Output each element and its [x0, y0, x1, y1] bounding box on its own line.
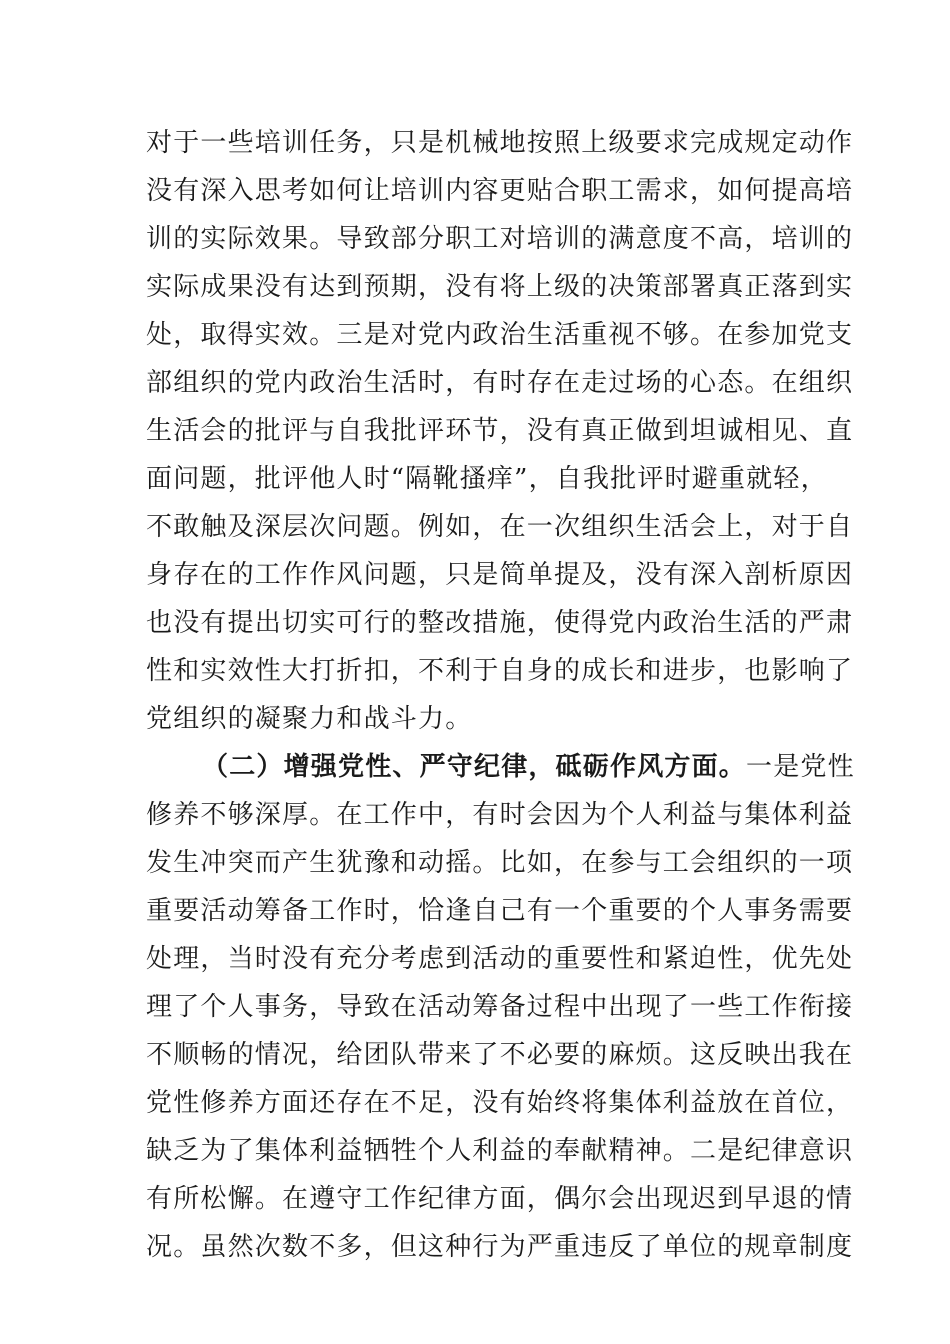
text-line: 面问题，批评他人时“隔靴搔痒”，自我批评时避重就轻， — [146, 464, 828, 494]
text-line: 处，取得实效。三是对党内政治生活重视不够。在参加党支 — [146, 320, 854, 350]
text-line: 生活会的批评与自我批评环节，没有真正做到坦诚相见、直 — [146, 416, 854, 446]
text-line: 党组织的凝聚力和战斗力。 — [146, 704, 473, 734]
text-line: 缺乏为了集体利益牺牲个人利益的奉献精神。二是纪律意识 — [146, 1136, 854, 1166]
text-line: 况。虽然次数不多，但这种行为严重违反了单位的规章制度 — [146, 1232, 854, 1262]
text-line: 不顺畅的情况，给团队带来了不必要的麻烦。这反映出我在 — [146, 1040, 854, 1070]
text-line: 处理，当时没有充分考虑到活动的重要性和紧迫性，优先处 — [146, 944, 854, 974]
text-line: 训的实际效果。导致部分职工对培训的满意度不高，培训的 — [146, 224, 854, 254]
section-heading-line — [146, 743, 855, 791]
text-line: 也没有提出切实可行的整改措施，使得党内政治生活的严肃 — [146, 608, 854, 638]
body-text — [146, 119, 855, 1271]
text-line: 理了个人事务，导致在活动筹备过程中出现了一些工作衔接 — [146, 992, 854, 1022]
text-line: 没有深入思考如何让培训内容更贴合职工需求，如何提高培 — [146, 176, 854, 206]
text-line: 性和实效性大打折扣，不利于自身的成长和进步，也影响了 — [146, 656, 854, 686]
text-line: 部组织的党内政治生活时，有时存在走过场的心态。在组织 — [146, 368, 854, 398]
text-line: 实际成果没有达到预期，没有将上级的决策部署真正落到实 — [146, 272, 854, 302]
text-line: 对于一些培训任务，只是机械地按照上级要求完成规定动作 — [146, 128, 854, 158]
text-line: 党性修养方面还存在不足，没有始终将集体利益放在首位， — [146, 1088, 854, 1118]
text-line: 有所松懈。在遵守工作纪律方面，偶尔会出现迟到早退的情 — [146, 1184, 854, 1214]
text-line: 重要活动筹备工作时，恰逢自己有一个重要的个人事务需要 — [146, 896, 854, 926]
text-line: 发生冲突而产生犹豫和动摇。比如，在参与工会组织的一项 — [146, 848, 854, 878]
section-heading-tail: 一是党性 — [746, 752, 855, 782]
text-line: 身存在的工作作风问题，只是简单提及，没有深入剖析原因 — [146, 560, 854, 590]
text-line: 不敢触及深层次问题。例如，在一次组织生活会上，对于自 — [146, 512, 854, 542]
text-line: 修养不够深厚。在工作中，有时会因为个人利益与集体利益 — [146, 800, 854, 830]
section-heading: （二）增强党性、严守纪律，砥砺作风方面。 — [202, 752, 747, 782]
